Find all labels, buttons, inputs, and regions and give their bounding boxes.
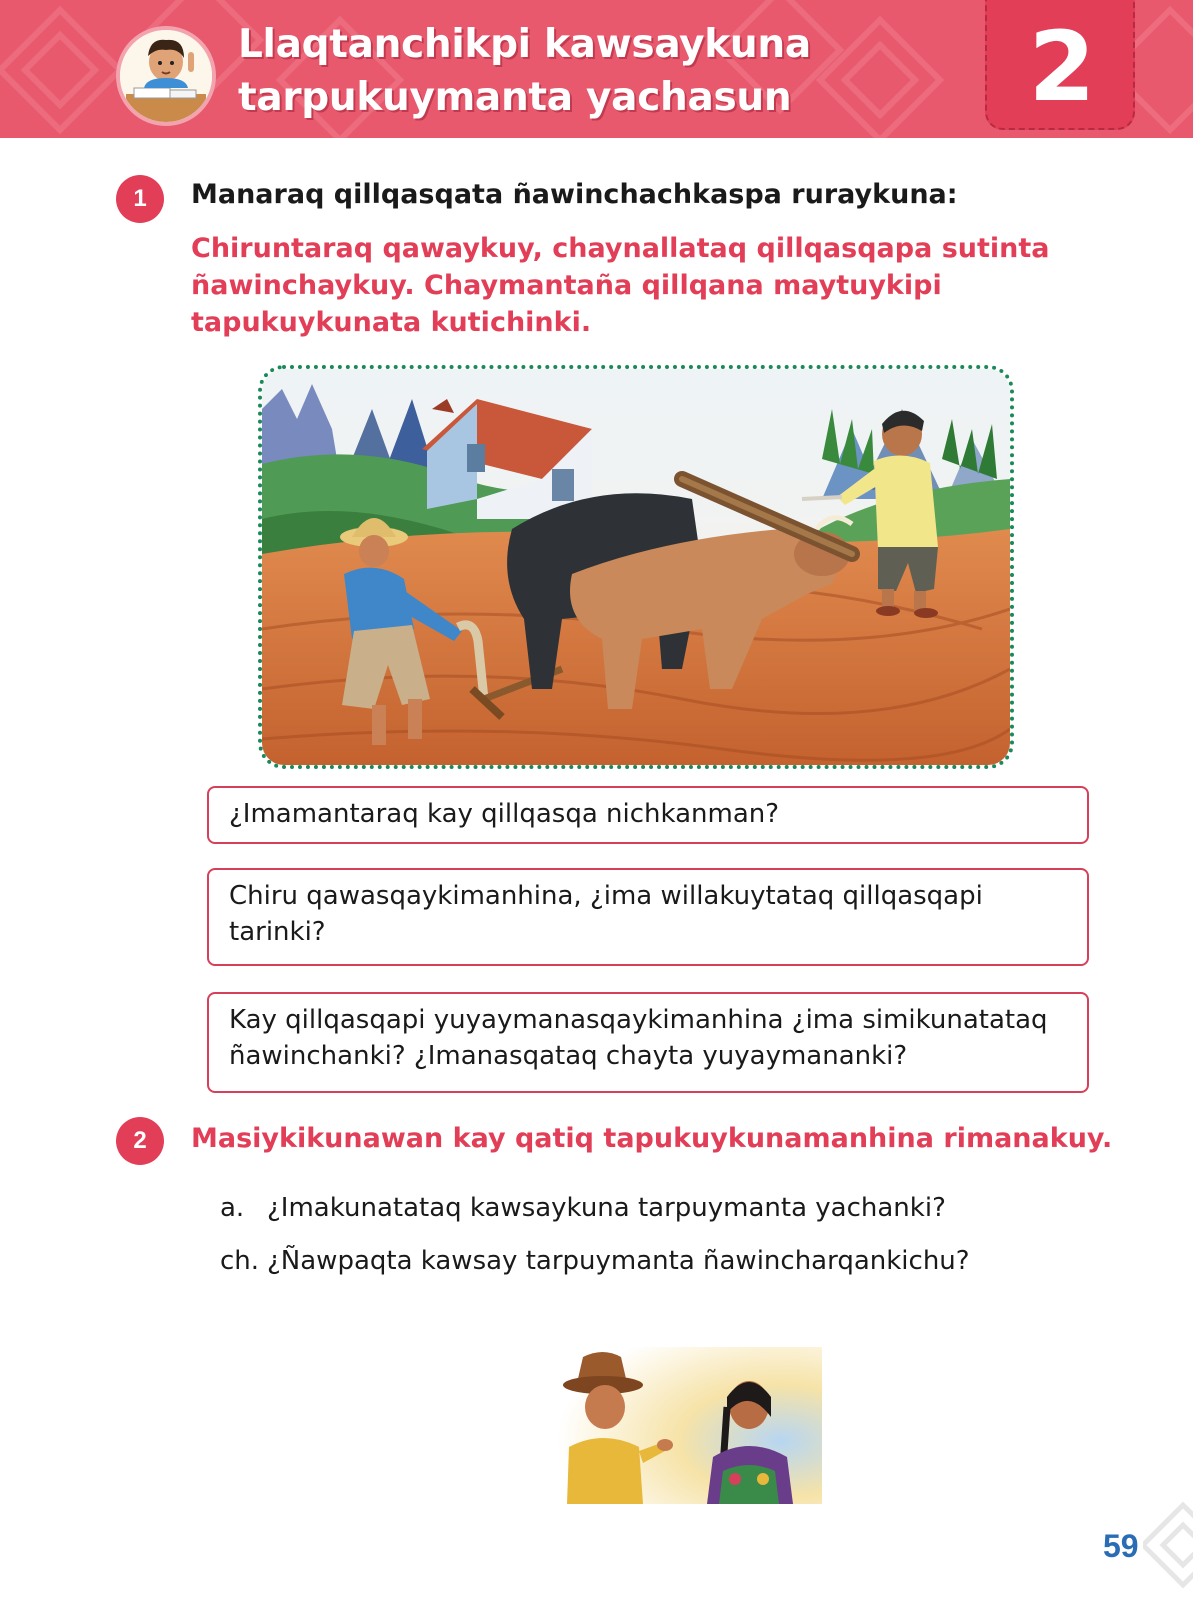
header-banner <box>0 0 1193 138</box>
plowing-scene-image <box>262 369 1010 765</box>
section-1-heading: Manaraq qillqasqata ñawinchachkaspa ruraykuna: <box>191 179 958 210</box>
page-title-line2: tarpukuymanta yachasun <box>238 75 792 120</box>
unit-tab <box>985 0 1135 130</box>
question-box-3: Kay qillqasqapi yuyaymanasqaykimanhina ¿ima simikunatataq ñawinchanki? ¿Imanasqataq chayta yuyaymananki? <box>207 992 1089 1093</box>
list-marker: ch. <box>220 1246 260 1276</box>
page-title <box>238 18 938 124</box>
list-item-a <box>220 1190 946 1226</box>
question-box-1: ¿Imamantaraq kay qillqasqa nichkanman? <box>207 786 1089 844</box>
question-box-2: Chiru qawasqaykimanhina, ¿ima willakuytataq qillqasqapi tarinki? <box>207 868 1089 966</box>
list-item-text: ¿Imakunatataq kawsaykuna tarpuymanta yachanki? <box>267 1193 946 1223</box>
section-2-heading: Masiykikunawan kay qatiq tapukuykunamanhina rimanakuy. <box>191 1123 1113 1154</box>
children-talking-illustration <box>543 1347 822 1504</box>
student-reading-icon <box>120 30 212 122</box>
section-2-badge: 2 <box>116 1117 164 1165</box>
student-avatar <box>116 26 216 126</box>
section-1-instruction: Chiruntaraq qawaykuy, chaynallataq qillqasqapa sutinta ñawinchaykuy. Chaymantaña qillqana maytuykipi tapukuykunata kutichinki. <box>191 233 1050 338</box>
children-talking-image <box>543 1347 822 1504</box>
plowing-illustration <box>258 365 1014 769</box>
list-item-text: ¿Ñawpaqta kawsay tarpuymanta ñawincharqankichu? <box>267 1246 970 1276</box>
corner-diamond-pattern <box>1143 1500 1193 1600</box>
list-marker: a. <box>220 1193 245 1223</box>
page-title-line1: Llaqtanchikpi kawsaykuna <box>238 22 811 67</box>
list-item-ch <box>220 1243 970 1279</box>
page-number: 59 <box>1103 1528 1139 1564</box>
unit-number: 2 <box>1028 11 1096 123</box>
section-1-badge: 1 <box>116 175 164 223</box>
